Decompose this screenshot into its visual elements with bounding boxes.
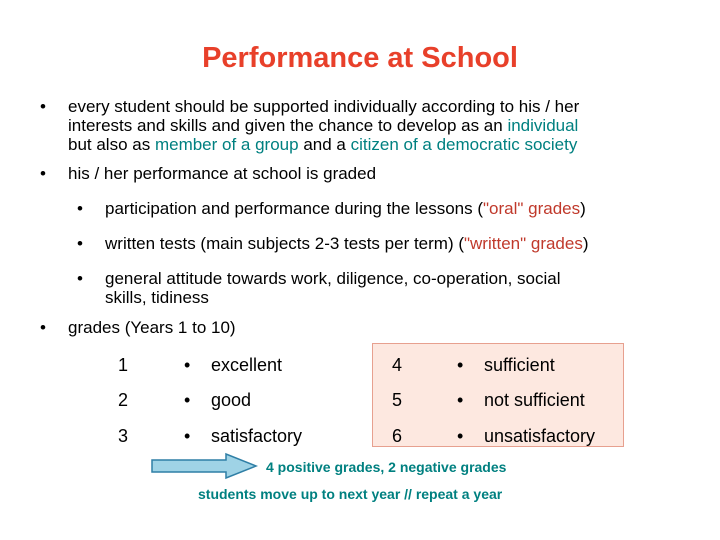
bullet-dot: • — [77, 199, 83, 218]
grade-label: not sufficient — [484, 390, 585, 410]
bullet-graded — [40, 164, 700, 184]
subbullet-written — [77, 234, 707, 254]
subbullet-oral — [77, 199, 707, 219]
bullet-line — [68, 116, 708, 135]
grade-number: 4 — [392, 355, 403, 375]
grade-number: 2 — [118, 390, 129, 410]
bullet-dot: • — [184, 355, 191, 375]
highlight-citizen: citizen of a democratic society — [350, 135, 578, 154]
bullet-line — [68, 135, 708, 154]
bullet-text: but also as — [68, 135, 155, 154]
bullet-dot: • — [457, 390, 464, 410]
bullet-text: written tests (main subjects 2-3 tests per term) ( — [105, 234, 464, 253]
bullet-dot: • — [457, 426, 464, 446]
grade-label: excellent — [211, 355, 283, 375]
move-up-note: students move up to next year // repeat a year — [198, 486, 503, 502]
highlight-oral: "oral" grades — [483, 199, 581, 218]
bullet-text: ) — [582, 234, 589, 253]
grade-label: satisfactory — [211, 426, 303, 446]
bullet-dot: • — [77, 234, 83, 253]
bullet-text: his / her performance at school is graded — [68, 164, 377, 183]
grade-number: 5 — [392, 390, 403, 410]
slide-title: Performance at School — [202, 42, 518, 74]
bullet-text: ) — [580, 199, 586, 218]
bullet-dot: • — [77, 269, 83, 288]
grade-number: 6 — [392, 426, 403, 446]
bullet-text: participation and performance during the lessons ( — [105, 199, 483, 218]
grade-number: 3 — [118, 426, 129, 446]
grade-label: unsatisfactory — [484, 426, 596, 446]
bullet-dot: • — [40, 164, 46, 183]
bullet-dot: • — [40, 318, 46, 337]
bullet-text: and a — [298, 135, 351, 154]
bullet-support — [40, 97, 700, 157]
bullet-dot: • — [184, 390, 191, 410]
highlight-written: "written" grades — [464, 234, 583, 253]
grades-summary-note: 4 positive grades, 2 negative grades — [266, 459, 507, 475]
bullet-text: grades (Years 1 to 10) — [68, 318, 236, 337]
bullet-dot: • — [40, 97, 46, 116]
bullet-dot: • — [457, 355, 464, 375]
right-arrow-icon — [150, 452, 260, 480]
highlight-individual: individual — [507, 116, 579, 135]
grade-label: sufficient — [484, 355, 555, 375]
bullet-line: skills, tidiness — [105, 288, 209, 307]
bullet-dot: • — [184, 426, 191, 446]
bullet-grades — [40, 318, 700, 338]
bullet-line: general attitude towards work, diligence, co-operation, social — [105, 269, 561, 288]
highlight-member: member of a group — [154, 135, 299, 154]
bullet-text: interests and skills and given the chance to develop as an — [68, 116, 508, 135]
bullet-line: every student should be supported individually according to his / her — [68, 97, 580, 116]
grade-number: 1 — [118, 355, 129, 375]
grade-label: good — [211, 390, 252, 410]
subbullet-attitude — [77, 269, 707, 309]
